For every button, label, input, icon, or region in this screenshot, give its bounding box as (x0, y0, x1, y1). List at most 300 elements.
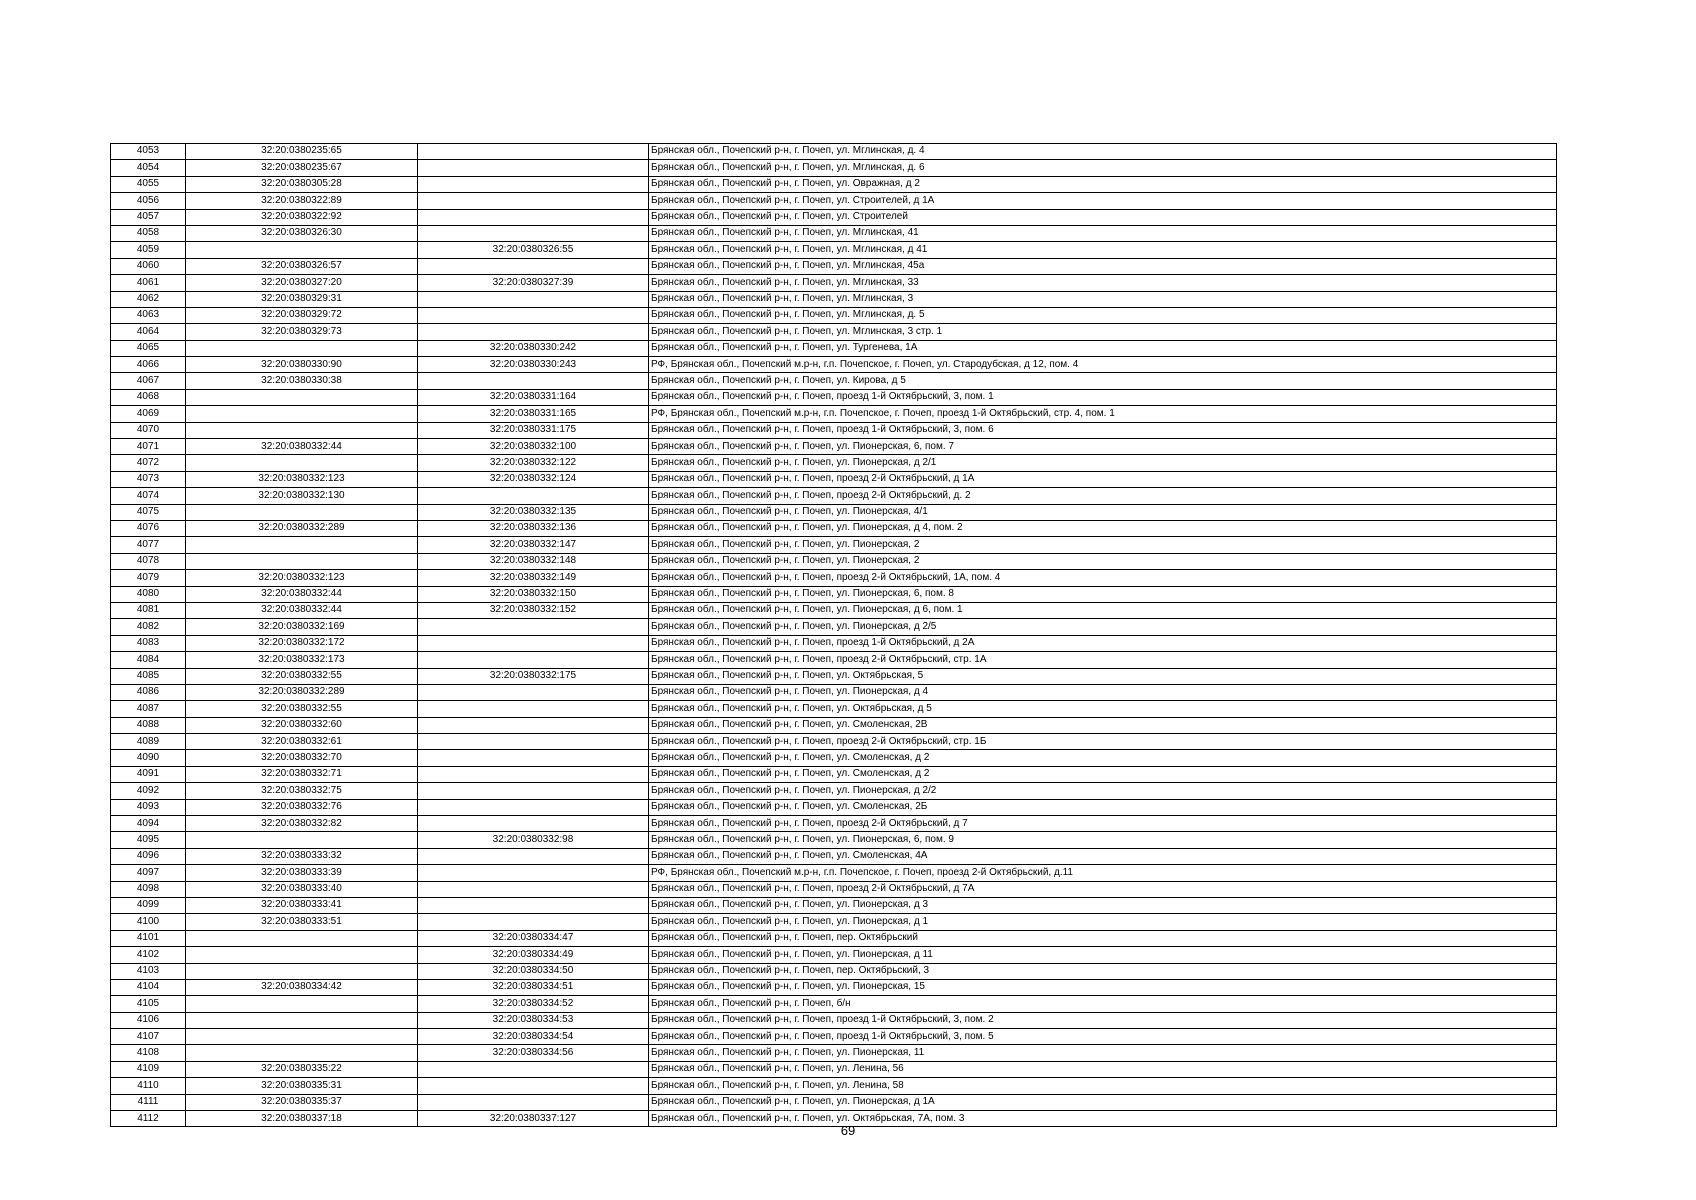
table-row (111, 324, 1557, 340)
address-cell: РФ, Брянская обл., Почепский м.р-н, г.п. Почепское, г. Почеп, проезд 2-й Октябрьский, д.11 (649, 865, 1557, 881)
object-cadastral-number-cell: 32:20:0380332:148 (418, 553, 649, 569)
address-cell: Брянская обл., Почепский р-н, г. Почеп, б/н (649, 996, 1557, 1012)
cadastral-number-cell (186, 1045, 418, 1061)
row-number-cell: 4092 (111, 783, 186, 799)
cadastral-number-cell: 32:20:0380330:38 (186, 373, 418, 389)
address-cell: Брянская обл., Почепский р-н, г. Почеп, ул. Строителей (649, 209, 1557, 225)
cadastral-number-cell (186, 832, 418, 848)
address-cell: Брянская обл., Почепский р-н, г. Почеп, ул. Смоленская, д 2 (649, 766, 1557, 782)
table-row (111, 668, 1557, 684)
address-cell: Брянская обл., Почепский р-н, г. Почеп, проезд 2-й Октябрьский, д. 2 (649, 488, 1557, 504)
table-row (111, 897, 1557, 913)
object-cadastral-number-cell: 32:20:0380334:54 (418, 1029, 649, 1045)
table-row (111, 471, 1557, 487)
address-cell: Брянская обл., Почепский р-н, г. Почеп, проезд 2-й Октябрьский, д 1А (649, 471, 1557, 487)
row-number-cell: 4094 (111, 816, 186, 832)
address-cell: Брянская обл., Почепский р-н, г. Почеп, ул. Пионерская, д 1 (649, 914, 1557, 930)
address-cell: Брянская обл., Почепский р-н, г. Почеп, ул. Мглинская, 3 стр. 1 (649, 324, 1557, 340)
table-body (111, 144, 1557, 1127)
table-row (111, 865, 1557, 881)
address-cell: Брянская обл., Почепский р-н, г. Почеп, ул. Пионерская, д 6, пом. 1 (649, 602, 1557, 618)
address-cell: Брянская обл., Почепский р-н, г. Почеп, ул. Октябрьская, 7А, пом. 3 (649, 1111, 1557, 1127)
table-row (111, 914, 1557, 930)
table-row (111, 275, 1557, 291)
row-number-cell: 4071 (111, 439, 186, 455)
address-cell: Брянская обл., Почепский р-н, г. Почеп, ул. Мглинская, 41 (649, 225, 1557, 241)
row-number-cell: 4100 (111, 914, 186, 930)
row-number-cell: 4073 (111, 471, 186, 487)
row-number-cell: 4103 (111, 963, 186, 979)
row-number-cell: 4106 (111, 1012, 186, 1028)
row-number-cell: 4093 (111, 799, 186, 815)
object-cadastral-number-cell: 32:20:0380331:164 (418, 389, 649, 405)
address-cell: Брянская обл., Почепский р-н, г. Почеп, проезд 1-й Октябрьский, д 2А (649, 635, 1557, 651)
cadastral-number-cell: 32:20:0380333:40 (186, 881, 418, 897)
address-cell: Брянская обл., Почепский р-н, г. Почеп, ул. Октябрьская, 5 (649, 668, 1557, 684)
table-row (111, 701, 1557, 717)
table-row (111, 422, 1557, 438)
object-cadastral-number-cell: 32:20:0380326:55 (418, 242, 649, 258)
row-number-cell: 4105 (111, 996, 186, 1012)
address-cell: Брянская обл., Почепский р-н, г. Почеп, ул. Пионерская, 11 (649, 1045, 1557, 1061)
address-cell: Брянская обл., Почепский р-н, г. Почеп, ул. Смоленская, 4А (649, 848, 1557, 864)
row-number-cell: 4107 (111, 1029, 186, 1045)
address-cell: Брянская обл., Почепский р-н, г. Почеп, ул. Кирова, д 5 (649, 373, 1557, 389)
object-cadastral-number-cell (418, 701, 649, 717)
row-number-cell: 4088 (111, 717, 186, 733)
cadastral-number-cell: 32:20:0380332:289 (186, 520, 418, 536)
cadastral-number-cell: 32:20:0380235:65 (186, 144, 418, 160)
object-cadastral-number-cell (418, 1061, 649, 1077)
cadastral-number-cell (186, 422, 418, 438)
row-number-cell: 4076 (111, 520, 186, 536)
row-number-cell: 4086 (111, 684, 186, 700)
table-row (111, 209, 1557, 225)
table-row (111, 193, 1557, 209)
row-number-cell: 4066 (111, 357, 186, 373)
object-cadastral-number-cell (418, 488, 649, 504)
cadastral-number-cell: 32:20:0380329:72 (186, 307, 418, 323)
row-number-cell: 4079 (111, 570, 186, 586)
row-number-cell: 4053 (111, 144, 186, 160)
object-cadastral-number-cell (418, 897, 649, 913)
object-cadastral-number-cell (418, 848, 649, 864)
object-cadastral-number-cell (418, 373, 649, 389)
table-row (111, 1029, 1557, 1045)
address-cell: Брянская обл., Почепский р-н, г. Почеп, проезд 1-й Октябрьский, 3, пом. 5 (649, 1029, 1557, 1045)
object-cadastral-number-cell: 32:20:0380331:175 (418, 422, 649, 438)
row-number-cell: 4108 (111, 1045, 186, 1061)
cadastral-number-cell: 32:20:0380326:30 (186, 225, 418, 241)
cadastral-number-cell: 32:20:0380332:55 (186, 668, 418, 684)
address-cell: Брянская обл., Почепский р-н, г. Почеп, ул. Ленина, 56 (649, 1061, 1557, 1077)
address-cell: Брянская обл., Почепский р-н, г. Почеп, проезд 2-й Октябрьский, д 7А (649, 881, 1557, 897)
object-cadastral-number-cell (418, 144, 649, 160)
object-cadastral-number-cell: 32:20:0380330:243 (418, 357, 649, 373)
address-cell: Брянская обл., Почепский р-н, г. Почеп, ул. Смоленская, 2В (649, 717, 1557, 733)
row-number-cell: 4109 (111, 1061, 186, 1077)
cadastral-number-cell: 32:20:0380334:42 (186, 979, 418, 995)
object-cadastral-number-cell: 32:20:0380327:39 (418, 275, 649, 291)
cadastral-number-cell: 32:20:0380335:22 (186, 1061, 418, 1077)
table-row (111, 537, 1557, 553)
row-number-cell: 4055 (111, 176, 186, 192)
cadastral-number-cell (186, 455, 418, 471)
address-cell: Брянская обл., Почепский р-н, г. Почеп, проезд 1-й Октябрьский, 3, пом. 2 (649, 1012, 1557, 1028)
object-cadastral-number-cell: 32:20:0380332:124 (418, 471, 649, 487)
address-cell: Брянская обл., Почепский р-н, г. Почеп, пер. Октябрьский (649, 930, 1557, 946)
cadastral-number-cell: 32:20:0380337:18 (186, 1111, 418, 1127)
cadastral-number-cell: 32:20:0380333:39 (186, 865, 418, 881)
row-number-cell: 4097 (111, 865, 186, 881)
row-number-cell: 4058 (111, 225, 186, 241)
row-number-cell: 4090 (111, 750, 186, 766)
table-row (111, 373, 1557, 389)
address-cell: Брянская обл., Почепский р-н, г. Почеп, ул. Ленина, 58 (649, 1078, 1557, 1094)
cadastral-number-cell: 32:20:0380332:123 (186, 570, 418, 586)
address-cell: Брянская обл., Почепский р-н, г. Почеп, ул. Мглинская, д. 5 (649, 307, 1557, 323)
cadastral-number-cell: 32:20:0380322:92 (186, 209, 418, 225)
object-cadastral-number-cell (418, 717, 649, 733)
cadastral-number-cell: 32:20:0380329:73 (186, 324, 418, 340)
table-row (111, 160, 1557, 176)
cadastral-number-cell: 32:20:0380333:32 (186, 848, 418, 864)
object-cadastral-number-cell: 32:20:0380332:149 (418, 570, 649, 586)
table-row (111, 979, 1557, 995)
row-number-cell: 4084 (111, 652, 186, 668)
address-cell: Брянская обл., Почепский р-н, г. Почеп, ул. Пионерская, д 4, пом. 2 (649, 520, 1557, 536)
table-row (111, 406, 1557, 422)
object-cadastral-number-cell (418, 619, 649, 635)
object-cadastral-number-cell: 32:20:0380334:49 (418, 947, 649, 963)
table-row (111, 717, 1557, 733)
table-row (111, 520, 1557, 536)
row-number-cell: 4104 (111, 979, 186, 995)
table-row (111, 848, 1557, 864)
object-cadastral-number-cell (418, 734, 649, 750)
address-cell: Брянская обл., Почепский р-н, г. Почеп, проезд 2-й Октябрьский, 1А, пом. 4 (649, 570, 1557, 586)
row-number-cell: 4072 (111, 455, 186, 471)
object-cadastral-number-cell (418, 684, 649, 700)
table-row (111, 242, 1557, 258)
cadastral-number-cell (186, 340, 418, 356)
address-cell: Брянская обл., Почепский р-н, г. Почеп, ул. Смоленская, 2Б (649, 799, 1557, 815)
row-number-cell: 4054 (111, 160, 186, 176)
object-cadastral-number-cell (418, 258, 649, 274)
table-row (111, 144, 1557, 160)
object-cadastral-number-cell (418, 307, 649, 323)
table-row (111, 553, 1557, 569)
cadastral-number-cell: 32:20:0380332:44 (186, 586, 418, 602)
table-row (111, 1045, 1557, 1061)
object-cadastral-number-cell (418, 865, 649, 881)
address-cell: Брянская обл., Почепский р-н, г. Почеп, ул. Пионерская, 6, пом. 7 (649, 439, 1557, 455)
object-cadastral-number-cell: 32:20:0380334:53 (418, 1012, 649, 1028)
address-cell: Брянская обл., Почепский р-н, г. Почеп, ул. Пионерская, д 11 (649, 947, 1557, 963)
table-row (111, 307, 1557, 323)
object-cadastral-number-cell: 32:20:0380332:98 (418, 832, 649, 848)
address-cell: Брянская обл., Почепский р-н, г. Почеп, ул. Пионерская, д 2/5 (649, 619, 1557, 635)
row-number-cell: 4101 (111, 930, 186, 946)
address-cell: Брянская обл., Почепский р-н, г. Почеп, ул. Пионерская, д 2/2 (649, 783, 1557, 799)
address-cell: Брянская обл., Почепский р-н, г. Почеп, ул. Тургенева, 1А (649, 340, 1557, 356)
cadastral-number-cell (186, 1012, 418, 1028)
row-number-cell: 4056 (111, 193, 186, 209)
table-row (111, 816, 1557, 832)
page-number: 69 (840, 1123, 856, 1138)
table-row (111, 602, 1557, 618)
address-cell: Брянская обл., Почепский р-н, г. Почеп, ул. Пионерская, д 1А (649, 1094, 1557, 1110)
object-cadastral-number-cell: 32:20:0380331:165 (418, 406, 649, 422)
row-number-cell: 4083 (111, 635, 186, 651)
cadastral-number-cell: 32:20:0380327:20 (186, 275, 418, 291)
table-row (111, 619, 1557, 635)
address-cell: Брянская обл., Почепский р-н, г. Почеп, проезд 2-й Октябрьский, д 7 (649, 816, 1557, 832)
object-cadastral-number-cell (418, 799, 649, 815)
cadastral-number-cell: 32:20:0380332:82 (186, 816, 418, 832)
object-cadastral-number-cell: 32:20:0380332:150 (418, 586, 649, 602)
row-number-cell: 4070 (111, 422, 186, 438)
cadastral-number-cell: 32:20:0380305:28 (186, 176, 418, 192)
object-cadastral-number-cell: 32:20:0380334:56 (418, 1045, 649, 1061)
row-number-cell: 4060 (111, 258, 186, 274)
object-cadastral-number-cell (418, 160, 649, 176)
object-cadastral-number-cell: 32:20:0380332:135 (418, 504, 649, 520)
object-cadastral-number-cell (418, 1078, 649, 1094)
object-cadastral-number-cell (418, 816, 649, 832)
cadastral-number-cell: 32:20:0380235:67 (186, 160, 418, 176)
table-row (111, 684, 1557, 700)
address-cell: Брянская обл., Почепский р-н, г. Почеп, ул. Пионерская, 15 (649, 979, 1557, 995)
object-cadastral-number-cell: 32:20:0380332:100 (418, 439, 649, 455)
table-row (111, 996, 1557, 1012)
row-number-cell: 4065 (111, 340, 186, 356)
cadastral-number-cell (186, 996, 418, 1012)
row-number-cell: 4057 (111, 209, 186, 225)
object-cadastral-number-cell (418, 750, 649, 766)
table-row (111, 1061, 1557, 1077)
address-cell: Брянская обл., Почепский р-н, г. Почеп, ул. Мглинская, 45а (649, 258, 1557, 274)
table-row (111, 586, 1557, 602)
row-number-cell: 4077 (111, 537, 186, 553)
row-number-cell: 4087 (111, 701, 186, 717)
cadastral-number-cell: 32:20:0380332:130 (186, 488, 418, 504)
object-cadastral-number-cell: 32:20:0380334:51 (418, 979, 649, 995)
cadastral-number-cell: 32:20:0380333:51 (186, 914, 418, 930)
row-number-cell: 4085 (111, 668, 186, 684)
object-cadastral-number-cell (418, 176, 649, 192)
object-cadastral-number-cell (418, 1094, 649, 1110)
table-row (111, 930, 1557, 946)
address-cell: Брянская обл., Почепский р-н, г. Почеп, проезд 2-й Октябрьский, стр. 1Б (649, 734, 1557, 750)
object-cadastral-number-cell (418, 766, 649, 782)
row-number-cell: 4110 (111, 1078, 186, 1094)
cadastral-number-cell (186, 1029, 418, 1045)
object-cadastral-number-cell: 32:20:0380332:147 (418, 537, 649, 553)
cadastral-number-cell: 32:20:0380335:31 (186, 1078, 418, 1094)
object-cadastral-number-cell (418, 881, 649, 897)
cadastral-number-cell: 32:20:0380332:60 (186, 717, 418, 733)
address-cell: Брянская обл., Почепский р-н, г. Почеп, ул. Пионерская, д 3 (649, 897, 1557, 913)
table-row (111, 963, 1557, 979)
row-number-cell: 4081 (111, 602, 186, 618)
cadastral-number-cell: 32:20:0380330:90 (186, 357, 418, 373)
table-row (111, 734, 1557, 750)
row-number-cell: 4063 (111, 307, 186, 323)
address-cell: Брянская обл., Почепский р-н, г. Почеп, ул. Октябрьская, д 5 (649, 701, 1557, 717)
cadastral-number-cell (186, 537, 418, 553)
row-number-cell: 4067 (111, 373, 186, 389)
object-cadastral-number-cell (418, 914, 649, 930)
row-number-cell: 4112 (111, 1111, 186, 1127)
row-number-cell: 4064 (111, 324, 186, 340)
row-number-cell: 4068 (111, 389, 186, 405)
table-row (111, 766, 1557, 782)
object-cadastral-number-cell: 32:20:0380332:175 (418, 668, 649, 684)
address-cell: Брянская обл., Почепский р-н, г. Почеп, ул. Строителей, д 1А (649, 193, 1557, 209)
table-row (111, 799, 1557, 815)
address-cell: Брянская обл., Почепский р-н, г. Почеп, ул. Мглинская, д. 6 (649, 160, 1557, 176)
table-row (111, 258, 1557, 274)
address-cell: Брянская обл., Почепский р-н, г. Почеп, ул. Пионерская, 4/1 (649, 504, 1557, 520)
table-row (111, 340, 1557, 356)
object-cadastral-number-cell (418, 652, 649, 668)
object-cadastral-number-cell: 32:20:0380337:127 (418, 1111, 649, 1127)
cadastral-number-cell: 32:20:0380332:44 (186, 602, 418, 618)
row-number-cell: 4075 (111, 504, 186, 520)
cadastral-number-cell: 32:20:0380332:76 (186, 799, 418, 815)
address-cell: Брянская обл., Почепский р-н, г. Почеп, проезд 1-й Октябрьский, 3, пом. 1 (649, 389, 1557, 405)
cadastral-number-cell: 32:20:0380326:57 (186, 258, 418, 274)
table-row (111, 783, 1557, 799)
address-cell: РФ, Брянская обл., Почепский м.р-н, г.п. Почепское, г. Почеп, ул. Стародубская, д 12, пом. 4 (649, 357, 1557, 373)
table-row (111, 570, 1557, 586)
row-number-cell: 4080 (111, 586, 186, 602)
table-row (111, 291, 1557, 307)
address-cell: Брянская обл., Почепский р-н, г. Почеп, ул. Мглинская, 33 (649, 275, 1557, 291)
address-cell: Брянская обл., Почепский р-н, г. Почеп, ул. Пионерская, д 2/1 (649, 455, 1557, 471)
row-number-cell: 4069 (111, 406, 186, 422)
row-number-cell: 4059 (111, 242, 186, 258)
cadastral-number-cell: 32:20:0380332:172 (186, 635, 418, 651)
cadastral-number-cell: 32:20:0380332:289 (186, 684, 418, 700)
cadastral-number-cell: 32:20:0380322:89 (186, 193, 418, 209)
cadastral-number-cell: 32:20:0380329:31 (186, 291, 418, 307)
table-row (111, 504, 1557, 520)
address-cell: Брянская обл., Почепский р-н, г. Почеп, пер. Октябрьский, 3 (649, 963, 1557, 979)
object-cadastral-number-cell: 32:20:0380334:47 (418, 930, 649, 946)
object-cadastral-number-cell (418, 209, 649, 225)
row-number-cell: 4111 (111, 1094, 186, 1110)
object-cadastral-number-cell: 32:20:0380334:50 (418, 963, 649, 979)
object-cadastral-number-cell: 32:20:0380332:152 (418, 602, 649, 618)
table-row (111, 652, 1557, 668)
cadastral-number-cell (186, 504, 418, 520)
cadastral-number-cell (186, 406, 418, 422)
address-cell: Брянская обл., Почепский р-н, г. Почеп, ул. Мглинская, 3 (649, 291, 1557, 307)
cadastral-number-cell (186, 242, 418, 258)
cadastral-number-cell (186, 930, 418, 946)
cadastral-number-cell: 32:20:0380332:55 (186, 701, 418, 717)
row-number-cell: 4082 (111, 619, 186, 635)
row-number-cell: 4102 (111, 947, 186, 963)
table-row (111, 176, 1557, 192)
row-number-cell: 4078 (111, 553, 186, 569)
object-cadastral-number-cell: 32:20:0380332:136 (418, 520, 649, 536)
row-number-cell: 4096 (111, 848, 186, 864)
row-number-cell: 4095 (111, 832, 186, 848)
table-row (111, 881, 1557, 897)
row-number-cell: 4091 (111, 766, 186, 782)
address-cell: РФ, Брянская обл., Почепский м.р-н, г.п. Почепское, г. Почеп, проезд 1-й Октябрьский, стр. 4, пом. 1 (649, 406, 1557, 422)
table-row (111, 1078, 1557, 1094)
address-cell: Брянская обл., Почепский р-н, г. Почеп, ул. Мглинская, д 41 (649, 242, 1557, 258)
table-row (111, 947, 1557, 963)
address-cell: Брянская обл., Почепский р-н, г. Почеп, ул. Пионерская, 6, пом. 8 (649, 586, 1557, 602)
cadastral-number-cell (186, 553, 418, 569)
address-cell: Брянская обл., Почепский р-н, г. Почеп, ул. Овражная, д 2 (649, 176, 1557, 192)
table-row (111, 225, 1557, 241)
cadastral-number-cell (186, 389, 418, 405)
cadastral-table (110, 143, 1557, 1127)
address-cell: Брянская обл., Почепский р-н, г. Почеп, проезд 1-й Октябрьский, 3, пом. 6 (649, 422, 1557, 438)
object-cadastral-number-cell (418, 225, 649, 241)
cadastral-number-cell: 32:20:0380335:37 (186, 1094, 418, 1110)
cadastral-number-cell: 32:20:0380332:44 (186, 439, 418, 455)
address-cell: Брянская обл., Почепский р-н, г. Почеп, ул. Мглинская, д. 4 (649, 144, 1557, 160)
object-cadastral-number-cell (418, 291, 649, 307)
address-cell: Брянская обл., Почепский р-н, г. Почеп, ул. Пионерская, 6, пом. 9 (649, 832, 1557, 848)
table-row (111, 455, 1557, 471)
cadastral-number-cell: 32:20:0380332:71 (186, 766, 418, 782)
table-row (111, 389, 1557, 405)
cadastral-number-cell: 32:20:0380332:70 (186, 750, 418, 766)
cadastral-number-cell: 32:20:0380332:75 (186, 783, 418, 799)
object-cadastral-number-cell: 32:20:0380330:242 (418, 340, 649, 356)
object-cadastral-number-cell: 32:20:0380334:52 (418, 996, 649, 1012)
object-cadastral-number-cell (418, 324, 649, 340)
table-row (111, 1012, 1557, 1028)
table-row (111, 357, 1557, 373)
cadastral-number-cell: 32:20:0380332:169 (186, 619, 418, 635)
row-number-cell: 4062 (111, 291, 186, 307)
object-cadastral-number-cell: 32:20:0380332:122 (418, 455, 649, 471)
cadastral-number-cell: 32:20:0380332:173 (186, 652, 418, 668)
row-number-cell: 4099 (111, 897, 186, 913)
address-cell: Брянская обл., Почепский р-н, г. Почеп, ул. Смоленская, д 2 (649, 750, 1557, 766)
object-cadastral-number-cell (418, 193, 649, 209)
object-cadastral-number-cell (418, 783, 649, 799)
address-cell: Брянская обл., Почепский р-н, г. Почеп, ул. Пионерская, 2 (649, 553, 1557, 569)
address-cell: Брянская обл., Почепский р-н, г. Почеп, ул. Пионерская, д 4 (649, 684, 1557, 700)
cadastral-number-cell (186, 947, 418, 963)
object-cadastral-number-cell (418, 635, 649, 651)
row-number-cell: 4074 (111, 488, 186, 504)
cadastral-number-cell: 32:20:0380333:41 (186, 897, 418, 913)
cadastral-number-cell (186, 963, 418, 979)
row-number-cell: 4098 (111, 881, 186, 897)
address-cell: Брянская обл., Почепский р-н, г. Почеп, проезд 2-й Октябрьский, стр. 1А (649, 652, 1557, 668)
table-row (111, 832, 1557, 848)
cadastral-number-cell: 32:20:0380332:61 (186, 734, 418, 750)
table-row (111, 439, 1557, 455)
row-number-cell: 4089 (111, 734, 186, 750)
table-row (111, 488, 1557, 504)
cadastral-number-cell: 32:20:0380332:123 (186, 471, 418, 487)
table-row (111, 750, 1557, 766)
table-row (111, 1094, 1557, 1110)
table-row (111, 635, 1557, 651)
